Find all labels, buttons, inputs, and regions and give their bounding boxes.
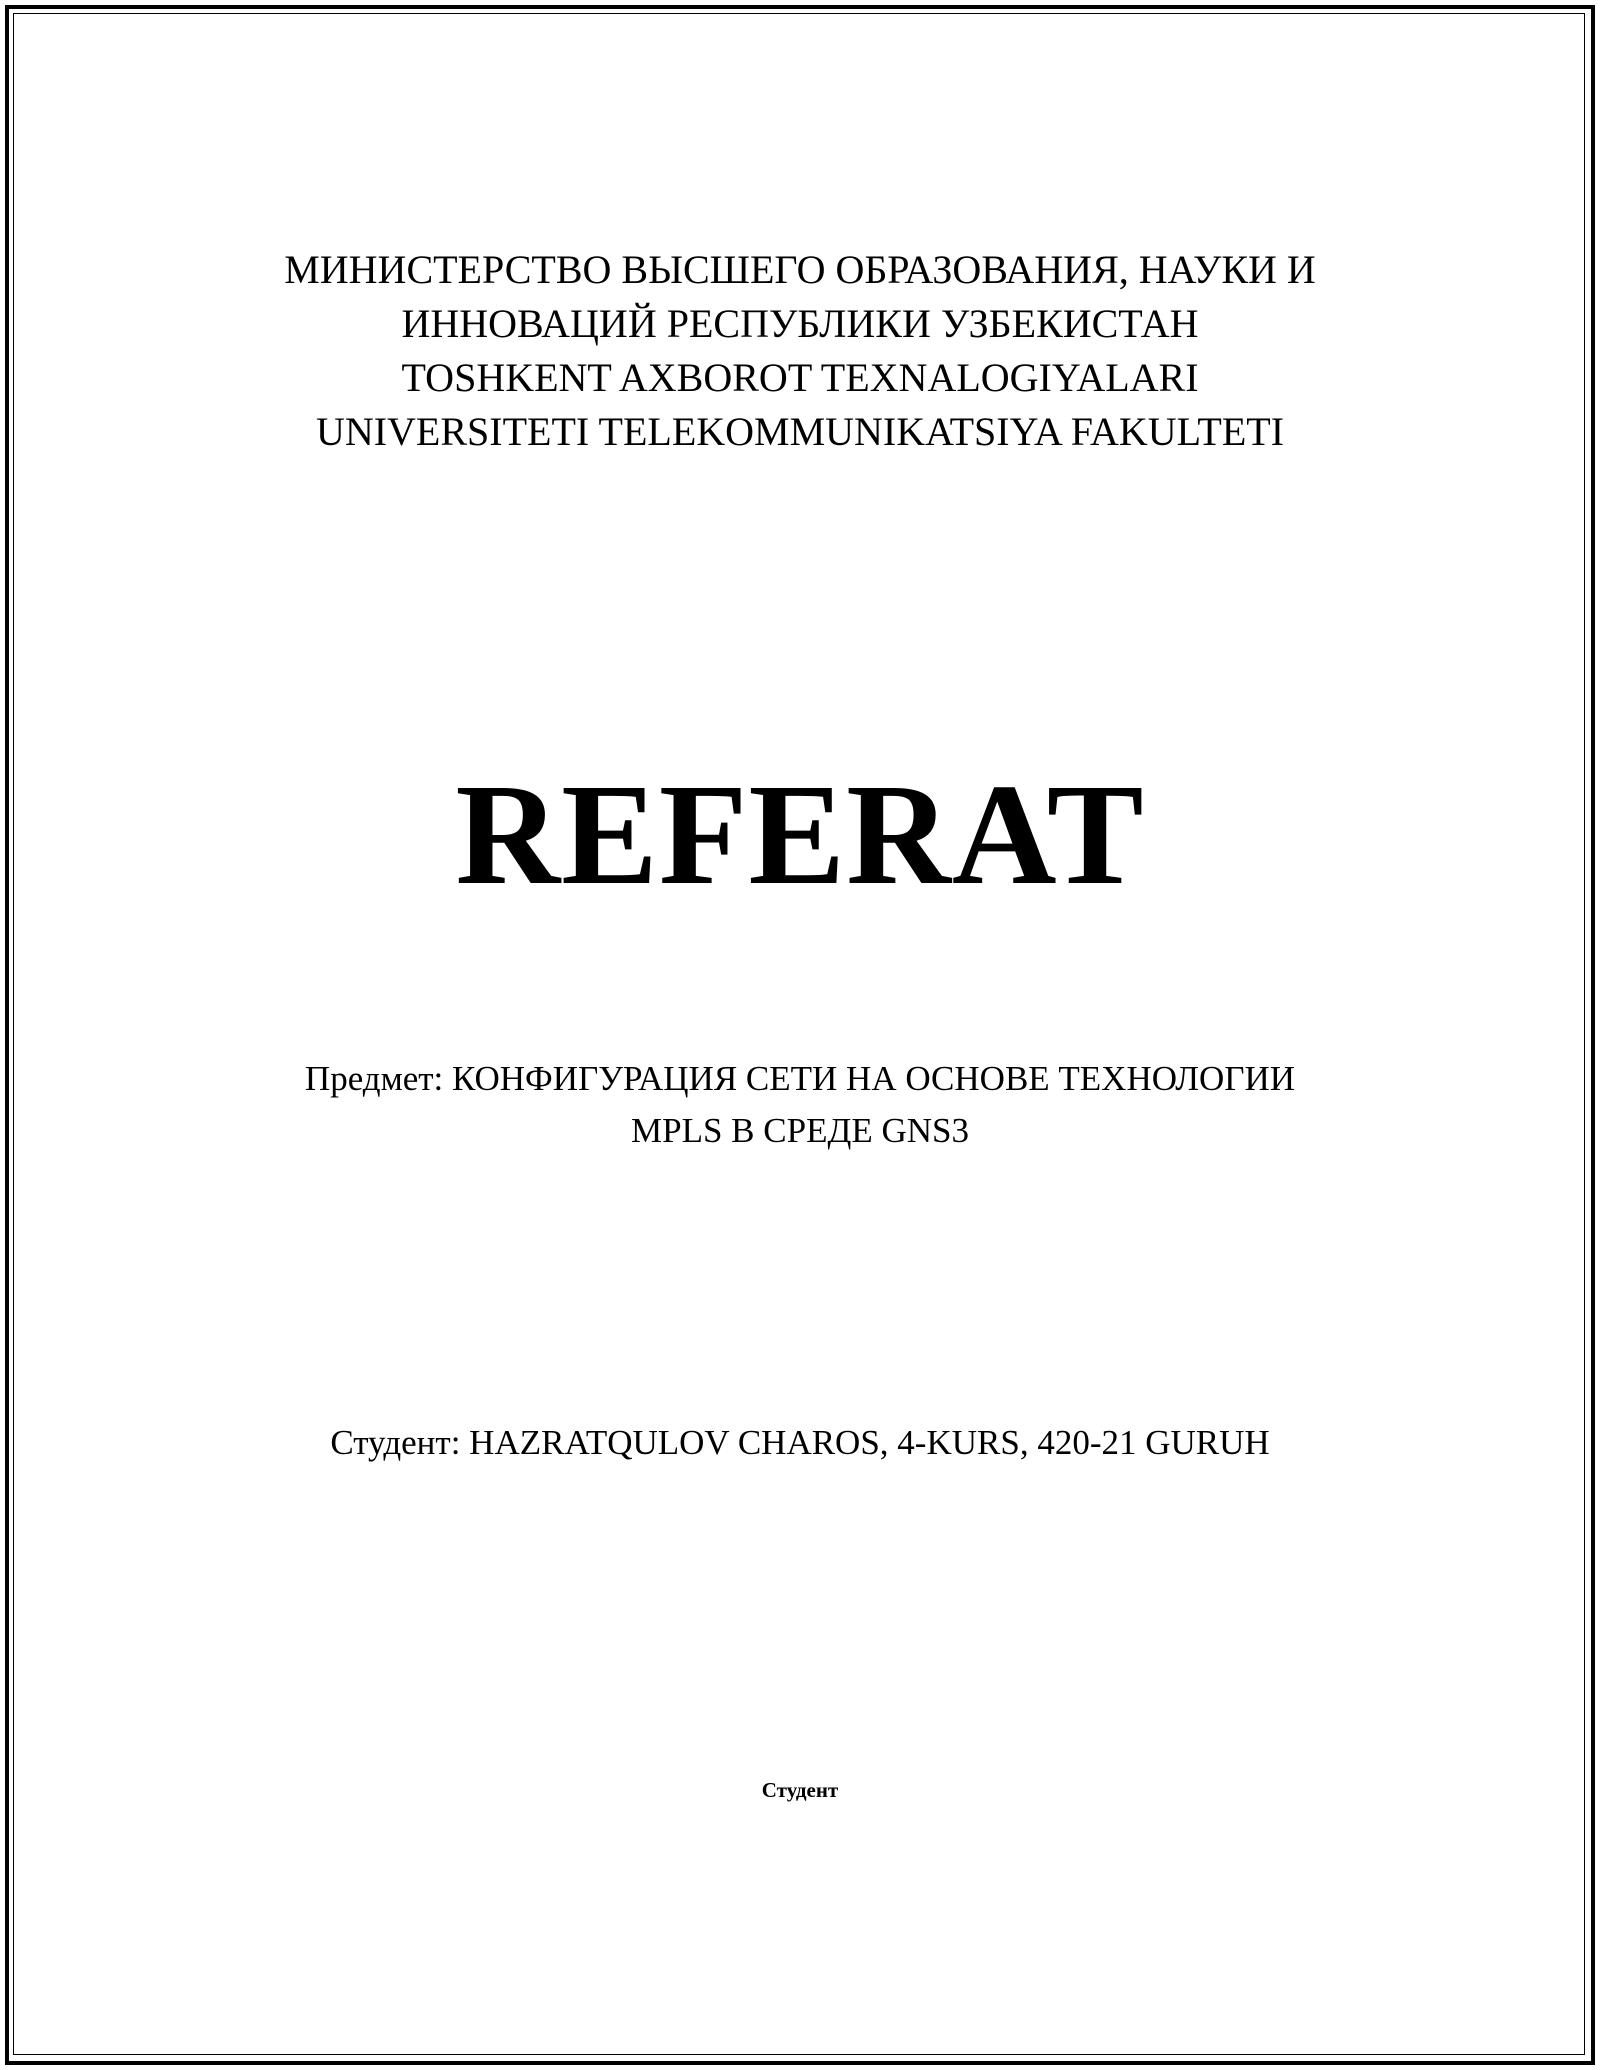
ministry-line-3: TOSHKENT AXBOROT TEXNALOGIYALARI [401,355,1199,400]
subject-block [0,1053,1600,1157]
student-info: Студент: HAZRATQULOV CHAROS, 4-KURS, 420-21 GURUH [330,1423,1270,1462]
footer-student-label: Студент [761,1778,839,1802]
document-title: REFERAT [455,755,1145,915]
ministry-line-1: МИНИСТЕРСТВО ВЫСШЕГО ОБРАЗОВАНИЯ, НАУКИ И [284,247,1316,292]
subject-line-1: Предмет: КОНФИГУРАЦИЯ СЕТИ НА ОСНОВЕ ТЕХНОЛОГИИ [304,1059,1296,1098]
ministry-line-2: ИННОВАЦИЙ РЕСПУБЛИКИ УЗБЕКИСТАН [401,301,1199,346]
ministry-header [0,243,1600,459]
ministry-line-4: UNIVERSITETI TELEKOMMUNIKATSIYA FAKULTETI [315,409,1285,454]
subject-line-2: MPLS В СРЕДЕ GNS3 [631,1111,969,1150]
